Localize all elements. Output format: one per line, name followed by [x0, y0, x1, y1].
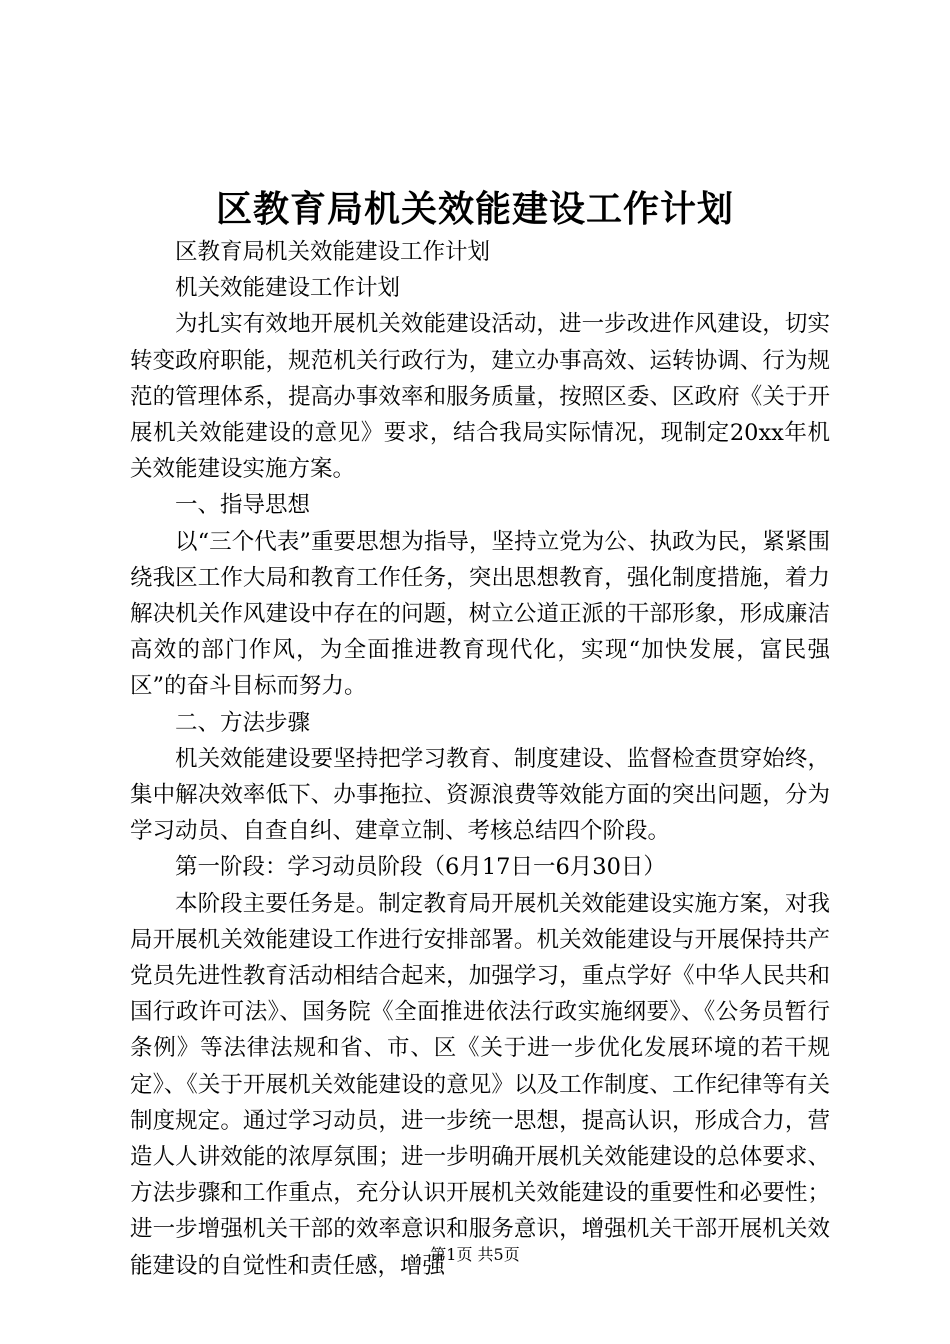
paragraph-methods-steps: 机关效能建设要坚持把学习教育、制度建设、监督检查贯穿始终，集中解决效率低下、办事拖拉、资源浪费等效能方面的突出问题，分为学习动员、自查自纠、建章立制、考核总结四个阶段。 [130, 745, 830, 845]
paragraph-guiding-ideology: 以“三个代表”重要思想为指导，坚持立党为公、执政为民，紧紧围绕我区工作大局和教育工作任务，突出思想教育，强化制度措施，着力解决机关作风建设中存在的问题，树立公道正派的干部形象，形成廉洁高效的部门作风，为全面推进教育现代化，实现“加快发展，富民强区”的奋斗目标而努力。 [130, 528, 830, 700]
section-heading-guiding-ideology: 一、指导思想 [175, 492, 311, 519]
stage-heading-first: 第一阶段：学习动员阶段（6月17日一6月30日） [175, 854, 666, 881]
section-heading-methods-steps: 二、方法步骤 [175, 709, 311, 736]
document-body [130, 234, 830, 1284]
paragraph-first-stage: 本阶段主要任务是。制定教育局开展机关效能建设实施方案，对我局开展机关效能建设工作进行安排部署。机关效能建设与开展保持共产党员先进性教育活动相结合起来，加强学习，重点学好《中华人民共和国行政许可法》、国务院《全面推进依法行政实施纲要》、《公务员暂行条例》等法律法规和省、市、区《关于进一步优化发展环境的若干规定》、《关于开展机关效能建设的意见》以及工作制度、工作纪律等有关制度规定。通过学习动员，进一步统一思想，提高认识，形成合力，营造人人讲效能的浓厚氛围；进一步明确开展机关效能建设的总体要求、方法步骤和工作重点，充分认识开展机关效能建设的重要性和必要性；进一步增强机关干部的效率意识和服务意识，增强机关干部开展机关效能建设的自觉性和责任感，增强 [130, 890, 830, 1279]
page-number-footer: 第1页 共5页 [430, 1245, 520, 1264]
paragraph-intro: 为扎实有效地开展机关效能建设活动，进一步改进作风建设，切实转变政府职能，规范机关行政行为，建立办事高效、运转协调、行为规范的管理体系，提高办事效率和服务质量，按照区委、区政府《关于开展机关效能建设的意见》要求，结合我局实际情况，现制定20xx年机关效能建设实施方案。 [130, 311, 830, 483]
document-title: 区教育局机关效能建设工作计划 [215, 188, 734, 230]
paragraph-subtitle: 区教育局机关效能建设工作计划 [175, 239, 491, 265]
paragraph-subtitle-2: 机关效能建设工作计划 [175, 275, 401, 302]
